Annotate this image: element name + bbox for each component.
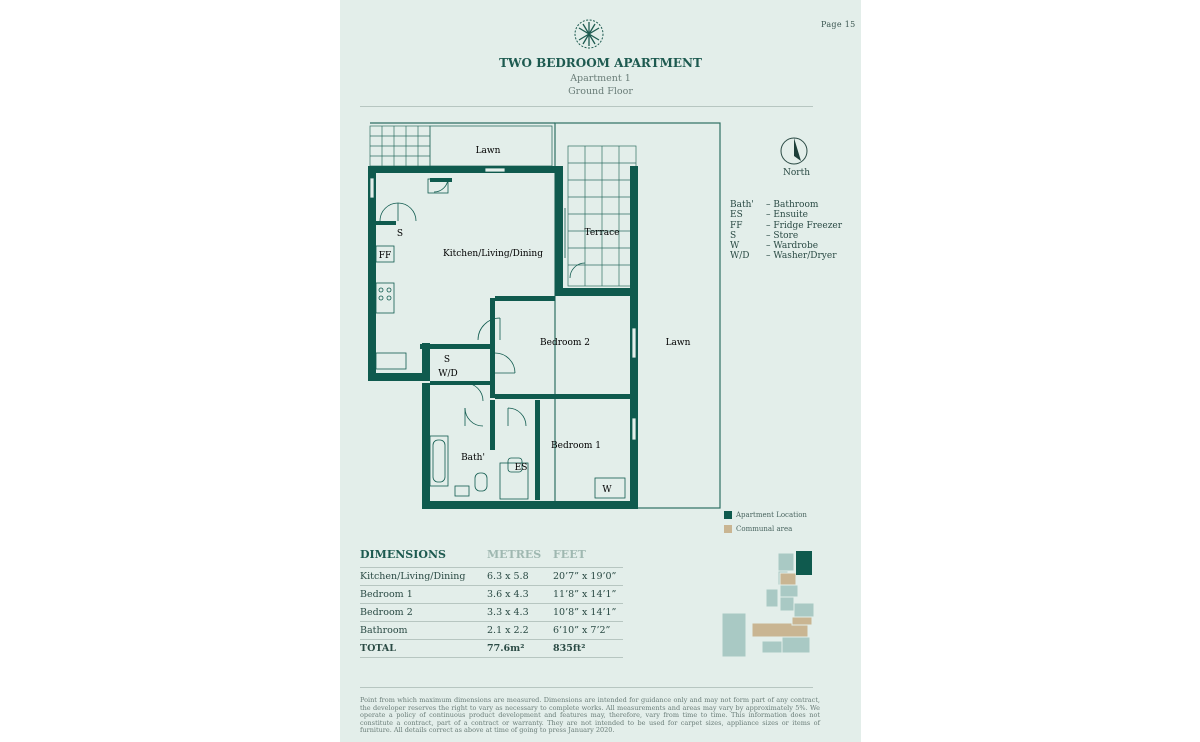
north-arrow-icon xyxy=(779,136,809,166)
dimensions-header: DIMENSIONS xyxy=(360,548,446,561)
table-row: Bedroom 1 3.6 x 4.3 11’8” x 14’1” xyxy=(360,586,623,604)
page-number: Page 15 xyxy=(821,20,856,29)
bath-label: Bath' xyxy=(461,453,485,463)
apartment-number: Apartment 1 xyxy=(570,73,631,84)
leaf-logo-icon xyxy=(573,18,605,50)
brochure-page xyxy=(340,0,861,742)
es-label: ES xyxy=(514,463,528,473)
table-row: Bedroom 2 3.3 x 4.3 10’8” x 14’1” xyxy=(360,604,623,622)
total-row: TOTAL 77.6m² 835ft² xyxy=(360,640,623,658)
bedroom2-label: Bedroom 2 xyxy=(540,338,590,348)
dimensions-table xyxy=(360,548,623,658)
apartment-walls xyxy=(368,166,638,509)
lawn-right-label: Lawn xyxy=(665,338,691,348)
kitchen-label: Kitchen/Living/Dining xyxy=(443,249,543,259)
north-label: North xyxy=(783,168,811,178)
store2-label: S xyxy=(443,355,451,365)
footer-divider xyxy=(360,687,813,688)
floor-plan xyxy=(340,118,730,518)
communal-area-key: Communal area xyxy=(724,525,792,533)
disclaimer-text: Point from which maximum dimensions are measured. Dimensions are intended for guidance only and may not form part of any contract, the developer reserves the right to vary as necessary to complete works. All measurements and areas may vary by approximately 5%. We operate a policy of continuous product development and features may, therefore, vary from time to time. This information does not constitute a contract, part of a contract or warranty. They are not intended to be used for carpet sizes, appliance sizes or items of furniture. All details correct as above at time of going to press January 2020. xyxy=(360,696,820,735)
page-title: TWO BEDROOM APARTMENT xyxy=(499,56,702,70)
paving-grid xyxy=(370,126,430,166)
table-row: Bathroom 2.1 x 2.2 6’10” x 7’2” xyxy=(360,622,623,640)
store-label: S xyxy=(396,229,404,239)
door-swings xyxy=(380,178,585,426)
floor-label: Ground Floor xyxy=(568,86,633,97)
w-label: W xyxy=(602,485,612,495)
bedroom1-label: Bedroom 1 xyxy=(551,441,601,451)
apartment-location-key: Apartment Location xyxy=(724,511,807,519)
feet-header: FEET xyxy=(553,548,586,561)
abbreviation-legend: Bath' – Bathroom ES – Ensuite FF – Fridge Freezer S – Store W – Wardrobe W/D – Washer/Dryer xyxy=(730,200,843,262)
wd-label: W/D xyxy=(438,369,458,379)
table-row: Kitchen/Living/Dining 6.3 x 5.8 20’7” x 19’0” xyxy=(360,568,623,586)
divider xyxy=(360,106,813,107)
site-location-map xyxy=(722,545,817,663)
ff-label: FF xyxy=(378,251,392,261)
metres-header: METRES xyxy=(487,548,542,561)
terrace-label: Terrace xyxy=(584,228,620,238)
lawn-top-label: Lawn xyxy=(475,146,501,156)
